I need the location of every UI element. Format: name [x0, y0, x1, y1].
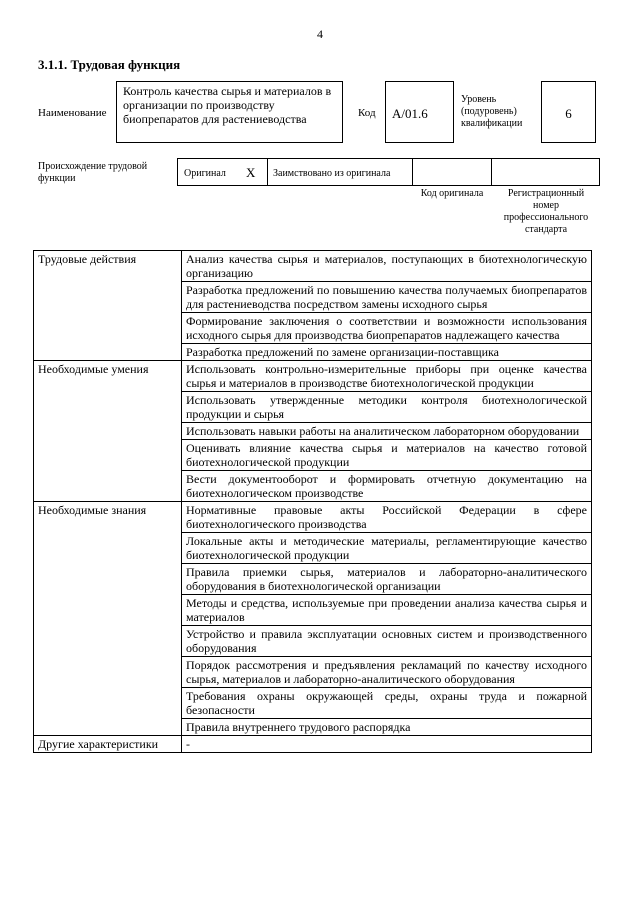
section-title-actions: Трудовые действия	[34, 251, 182, 361]
table-cell: Локальные акты и методические материалы, регламентирующие качество биотехнологической продукции	[182, 533, 592, 564]
code-box	[385, 81, 454, 143]
table-row	[34, 361, 592, 392]
code-value: А/01.6	[392, 106, 428, 121]
level-box	[541, 81, 596, 143]
table-cell: Нормативные правовые акты Российской Федерации в сфере биотехнологического производства	[182, 502, 592, 533]
table-row	[34, 736, 592, 753]
section-title-knowledge: Необходимые знания	[34, 502, 182, 736]
level-value: 6	[565, 106, 572, 121]
table-cell: Использовать навыки работы на аналитическом лабораторном оборудовании	[182, 423, 592, 440]
table-cell: Формирование заключения о соответствии и возможности использования исходного сырья для производства биопрепаратов надлежащего качества	[182, 313, 592, 344]
origin-divider-2	[412, 158, 413, 186]
original-mark: X	[246, 165, 256, 180]
code-label: Код	[358, 107, 376, 119]
reg-number-caption: Регистрационный номер профессионального стандарта	[503, 188, 589, 235]
table-cell: -	[182, 736, 592, 753]
table-cell: Оценивать влияние качества сырья и материалов на качество готовой биотехнологической продукции	[182, 440, 592, 471]
name-box	[116, 81, 343, 143]
table-row	[34, 251, 592, 282]
code-original-caption: Код оригинала	[420, 188, 484, 199]
table-cell: Требования охраны окружающей среды, охраны труда и пожарной безопасности	[182, 688, 592, 719]
table-cell: Методы и средства, используемые при проведении анализа качества сырья и материалов	[182, 595, 592, 626]
table-cell: Разработка предложений по повышению качества получаемых биопрепаратов для растениеводства посредством замены исходного сырья	[182, 282, 592, 313]
table-cell: Порядок рассмотрения и предъявления рекламаций по качеству исходного сырья, материалов и лабораторно-аналитического оборудования	[182, 657, 592, 688]
table-cell: Разработка предложений по замене организации-поставщика	[182, 344, 592, 361]
table-cell: Использовать контрольно-измерительные приборы при оценке качества сырья и материалов в производстве биотехнологической продукции	[182, 361, 592, 392]
origin-divider-1	[267, 158, 268, 186]
table-cell: Правила приемки сырья, материалов и лабораторно-аналитического оборудования в биотехнологической организации	[182, 564, 592, 595]
table-cell: Анализ качества сырья и материалов, поступающих в биотехнологическую организацию	[182, 251, 592, 282]
table-cell: Устройство и правила эксплуатации основных систем и производственного оборудования	[182, 626, 592, 657]
table-row	[34, 502, 592, 533]
table-cell: Использовать утвержденные методики контроля биотехнологической продукции и сырья	[182, 392, 592, 423]
borrowed-label: Заимствовано из оригинала	[273, 168, 391, 179]
name-label: Наименование	[38, 107, 107, 119]
section-title: 3.1.1. Трудовая функция	[38, 57, 181, 72]
original-label: Оригинал	[184, 168, 226, 179]
name-value: Контроль качества сырья и материалов в организации по производству биопрепаратов для растениеводства	[123, 84, 332, 126]
table-cell: Правила внутреннего трудового распорядка	[182, 719, 592, 736]
labor-function-table	[33, 250, 592, 753]
level-label: Уровень (подуровень) квалификации	[461, 94, 523, 129]
table-cell: Вести документооборот и формировать отчетную документацию на биотехнологическом производстве	[182, 471, 592, 502]
origin-divider-3	[491, 158, 492, 186]
page-number: 4	[317, 27, 323, 41]
section-title-skills: Необходимые умения	[34, 361, 182, 502]
section-title-other: Другие характеристики	[34, 736, 182, 753]
origin-label: Происхождение трудовой функции	[38, 161, 148, 184]
